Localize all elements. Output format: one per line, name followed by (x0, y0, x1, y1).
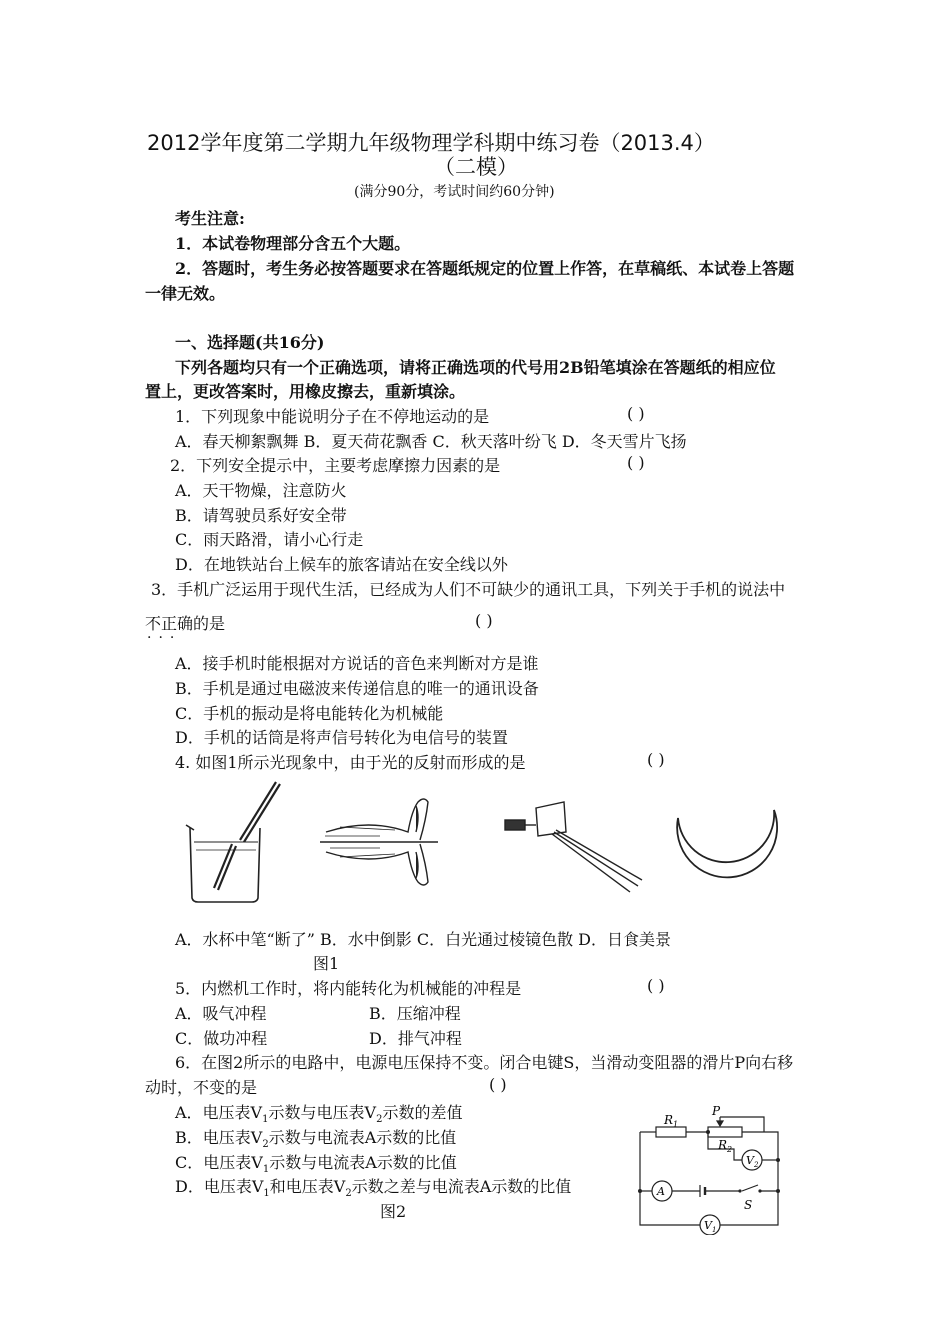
q3-option-a: A．接手机时能根据对方说话的音色来判断对方是谁 (175, 654, 539, 673)
q4-stem: 4. 如图1所示光现象中，由于光的反射而形成的是 (175, 753, 526, 772)
q1-answer-paren: ( ) (627, 404, 645, 423)
beaker-pen-image (186, 782, 280, 902)
q1-stem: 1．下列现象中能说明分子在不停地运动的是 (175, 407, 490, 426)
q2-stem: 2．下列安全提示中，主要考虑摩擦力因素的是 (170, 456, 501, 475)
q3-option-b: B．手机是通过电磁波来传递信息的唯一的通讯设备 (175, 679, 539, 698)
q6-option-c: C．电压表$V_1$示数与电流表A示数的比值 (175, 1153, 457, 1176)
q6-answer-paren: ( ) (489, 1075, 507, 1094)
q2-option-b: B．请驾驶员系好安全带 (175, 506, 347, 525)
q3-emphasis-dots: ··· (147, 630, 182, 646)
q2-option-c: C．雨天路滑，请小心行走 (175, 530, 364, 549)
prism-dispersion-image (505, 802, 642, 892)
q4-options: A．水杯中笔“断了” B．水中倒影 C．白光通过棱镜色散 D．日食美景 (175, 930, 672, 949)
section-instructions-cont: 置上，更改答案时，用橡皮擦去，重新填涂。 (145, 382, 466, 401)
ammeter-label: A (657, 1185, 665, 1198)
figure-2-caption: 图2 (380, 1202, 407, 1221)
v1-label: $V_1$ (704, 1219, 717, 1234)
q4-answer-paren: ( ) (647, 750, 665, 769)
q6-stem-cont: 动时，不变的是 (145, 1078, 258, 1097)
notice-heading: 考生注意: (175, 209, 245, 228)
q6-option-a: A．电压表$V_1$示数与电压表$V_2$示数的差值 (175, 1103, 463, 1126)
q5-option-d: D．排气冲程 (369, 1029, 462, 1048)
r1-label: $R_1$ (664, 1113, 679, 1129)
figure-1-caption: 图1 (313, 954, 340, 973)
bird-reflection-image (320, 799, 438, 885)
q3-option-c: C．手机的振动是将电能转化为机械能 (175, 704, 444, 723)
exam-title: 2012学年度第二学期九年级物理学科期中练习卷（2013.4） (147, 131, 715, 155)
section-instructions: 下列各题均只有一个正确选项，请将正确选项的代号用2B铅笔填涂在答题纸的相应位 (175, 358, 776, 377)
q2-option-d: D．在地铁站台上候车的旅客请站在安全线以外 (175, 555, 508, 574)
q3-option-d: D．手机的话筒是将声信号转化为电信号的装置 (175, 728, 508, 747)
switch-label: S (744, 1198, 753, 1212)
figure-2-circuit (630, 1105, 790, 1235)
exam-title-2: （二模） (434, 155, 518, 179)
q5-stem: 5．内燃机工作时，将内能转化为机械能的冲程是 (175, 979, 522, 998)
q6-option-b: B．电压表$V_2$示数与电流表A示数的比值 (175, 1128, 457, 1151)
q3-stem-cont: 不正确的是 (145, 614, 226, 633)
q5-option-c: C．做功冲程 (175, 1029, 268, 1048)
q5-option-b: B．压缩冲程 (369, 1004, 461, 1023)
q5-answer-paren: ( ) (647, 976, 665, 995)
notice-item-2-cont: 一律无效。 (145, 284, 226, 303)
r2-label: $R_2$ (718, 1138, 733, 1154)
figure-1 (180, 780, 780, 905)
q1-options: A．春天柳絮飘舞 B．夏天荷花飘香 C．秋天落叶纷飞 D．冬天雪片飞扬 (175, 432, 687, 451)
q2-option-a: A．天干物燥，注意防火 (175, 481, 347, 500)
v2-label: $V_2$ (746, 1154, 759, 1169)
q6-option-d: D．电压表$V_1$和电压表$V_2$示数之差与电流表A示数的比值 (175, 1177, 572, 1200)
p-label: P (712, 1105, 721, 1118)
q5-option-a: A．吸气冲程 (175, 1004, 267, 1023)
exam-subtitle: (满分90分，考试时间约60分钟) (354, 184, 555, 200)
eclipse-image (677, 810, 777, 877)
q6-stem: 6．在图2所示的电路中，电源电压保持不变。闭合电键S，当滑动变阻器的滑片P向右移 (175, 1053, 794, 1072)
notice-item-1: 1．本试卷物理部分含五个大题。 (175, 234, 411, 253)
notice-item-2: 2．答题时，考生务必按答题要求在答题纸规定的位置上作答，在草稿纸、本试卷上答题 (175, 259, 795, 278)
q2-answer-paren: ( ) (627, 453, 645, 472)
q3-answer-paren: ( ) (475, 611, 493, 630)
section-heading: 一、选择题(共16分) (175, 333, 325, 352)
q3-stem: 3．手机广泛运用于现代生活，已经成为人们不可缺少的通讯工具，下列关于手机的说法中 (151, 580, 786, 599)
